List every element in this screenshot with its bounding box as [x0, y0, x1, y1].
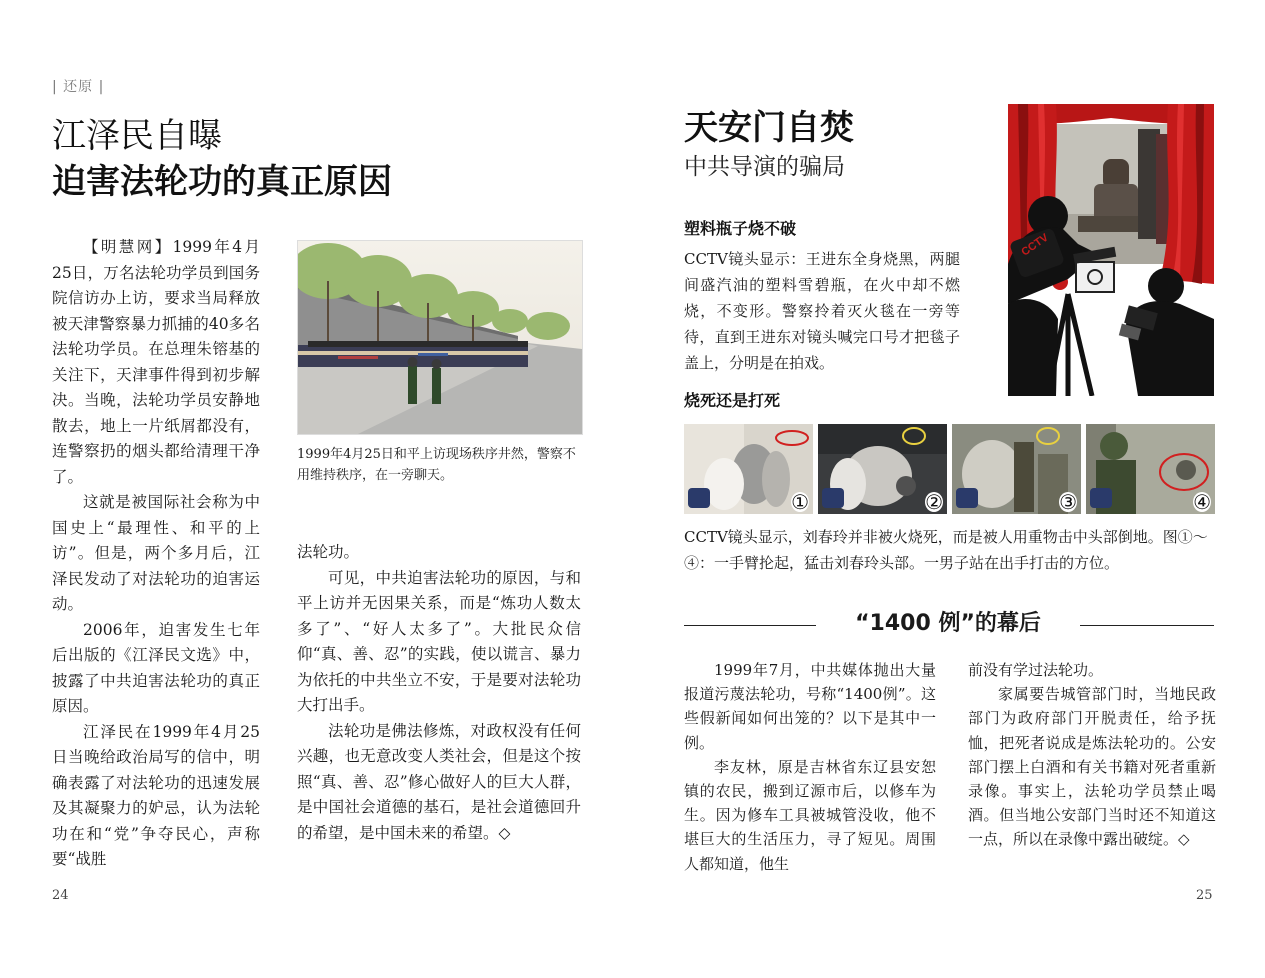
divider-left [684, 625, 816, 626]
article-title-line2: 迫害法轮功的真正原因 [52, 162, 392, 202]
video-frames-caption: CCTV镜头显示，刘春玲并非被火烧死，而是被人用重物击中头部倒地。图①～④：一手臂抡起，猛击刘春玲头部。一男子站在出手打击的方位。 [684, 528, 1208, 572]
right-page-title: 天安门自焚 [684, 108, 854, 148]
paragraph: 1999年7月，中共媒体抛出大量报道污蔑法轮功，号称“1400例”。这些假新闻如何出笼的？以下是其中一例。 [684, 661, 936, 752]
theater-stage-with-cameraman-icon [1008, 104, 1214, 396]
right-column-2 [968, 658, 1216, 852]
staged-scene-illustration [1008, 104, 1214, 396]
page-number-right: 25 [1196, 888, 1213, 903]
paragraph: 法轮功。 [297, 543, 360, 561]
right-column-1 [684, 658, 936, 876]
divider-right [1080, 625, 1214, 626]
paragraph: 江泽民在1999年4月25日当晚给政治局写的信中，明确表露了对法轮功的迅速发展及其凝聚力的妒忌，认为法轮功在和“党”争夺民心，声称要“战胜 [52, 722, 260, 868]
video-frame [684, 424, 813, 514]
clapperboard-icon [1073, 247, 1116, 292]
frame-number: ③ [1059, 490, 1077, 514]
paragraph: 【明慧网】1999年4月25日，万名法轮功学员到国务院信访办上访，要求当局释放被天津警察暴力抓捕的40多名法轮功学员。在总理朱镕基的关注下，天津事件得到初步解决。当晚，法轮功学员安静地散去，地上一片纸屑都没有，连警察扔的烟头都给清理干净了。 [52, 238, 260, 486]
section-heading-burn-or-beaten: 烧死还是打死 [684, 391, 781, 410]
left-column-2 [297, 540, 581, 846]
photo-caption: 1999年4月25日和平上访现场秩序井然，警察不用维持秩序，在一旁聊天。 [297, 447, 576, 483]
frame-number: ① [791, 490, 809, 514]
paragraph: 前没有学过法轮功。 [968, 661, 1104, 679]
video-frames-strip [684, 424, 1214, 514]
paragraph: 家属要告城管部门时，当地民政部门为政府部门开脱责任，给予抚恤，把死者说成是炼法轮功的。公安部门摆上白酒和有关书籍对死者重新录像。事实上，法轮功学员禁止喝酒。但当地公安部门当时还不知道这一点，所以在录像中露出破绽。◇ [968, 685, 1216, 849]
section-tag: | 还原 | [52, 79, 105, 95]
paragraph: 2006年，迫害发生七年后出版的《江泽民文选》中，披露了中共迫害法轮功的真正原因。 [52, 620, 260, 715]
petition-scene-image [298, 241, 582, 434]
petition-photo [297, 240, 583, 435]
section-heading-plastic-bottle: 塑料瓶子烧不破 [684, 219, 797, 238]
video-frame [952, 424, 1081, 514]
frame-number: ② [925, 490, 943, 514]
right-page-subtitle: 中共导演的骗局 [684, 154, 845, 180]
article-title-line1: 江泽民自曝 [52, 116, 222, 156]
frame-number: ④ [1193, 490, 1211, 514]
paragraph: 李友林，原是吉林省东辽县安恕镇的农民，搬到辽源市后，以修车为生。因为修车工具被城管没收，他不堪巨大的生活压力，寻了短见。周围人都知道，他生 [684, 757, 936, 873]
paragraph: 法轮功是佛法修炼，对政权没有任何兴趣，也无意改变人类社会，但是这个按照“真、善、忍”修心做好人的巨大人群，是中国社会道德的基石，是社会道德回升的希望，是中国未来的希望。◇ [297, 721, 581, 842]
cctv-badge: CCTV [1019, 231, 1051, 259]
video-frame [1086, 424, 1215, 514]
paragraph: 这就是被国际社会称为中国史上“最理性、和平的上访”。但是，两个多月后，江泽民发动了对法轮功的迫害运动。 [52, 493, 260, 613]
section-text-plastic-bottle: CCTV镜头显示：王进东全身烧黑，两腿间盛汽油的塑料雪碧瓶，在火中却不燃烧，不变形。警察拎着灭火毯在一旁等待，直到王进东对镜头喊完口号才把毯子盖上，分明是在拍戏。 [684, 250, 960, 372]
video-frame [818, 424, 947, 514]
section-heading-1400-cases: “1400 例”的幕后 [855, 611, 1041, 636]
page-number-left: 24 [52, 888, 69, 903]
paragraph: 可见，中共迫害法轮功的原因，与和平上访并无因果关系，而是“炼功人数太多了”、“好人太多了”。大批民众信仰“真、善、忍”的实践，使以谎言、暴力为依托的中共坐立不安，于是要对法轮功大打出手。 [297, 568, 581, 714]
left-column-1 [52, 235, 260, 873]
